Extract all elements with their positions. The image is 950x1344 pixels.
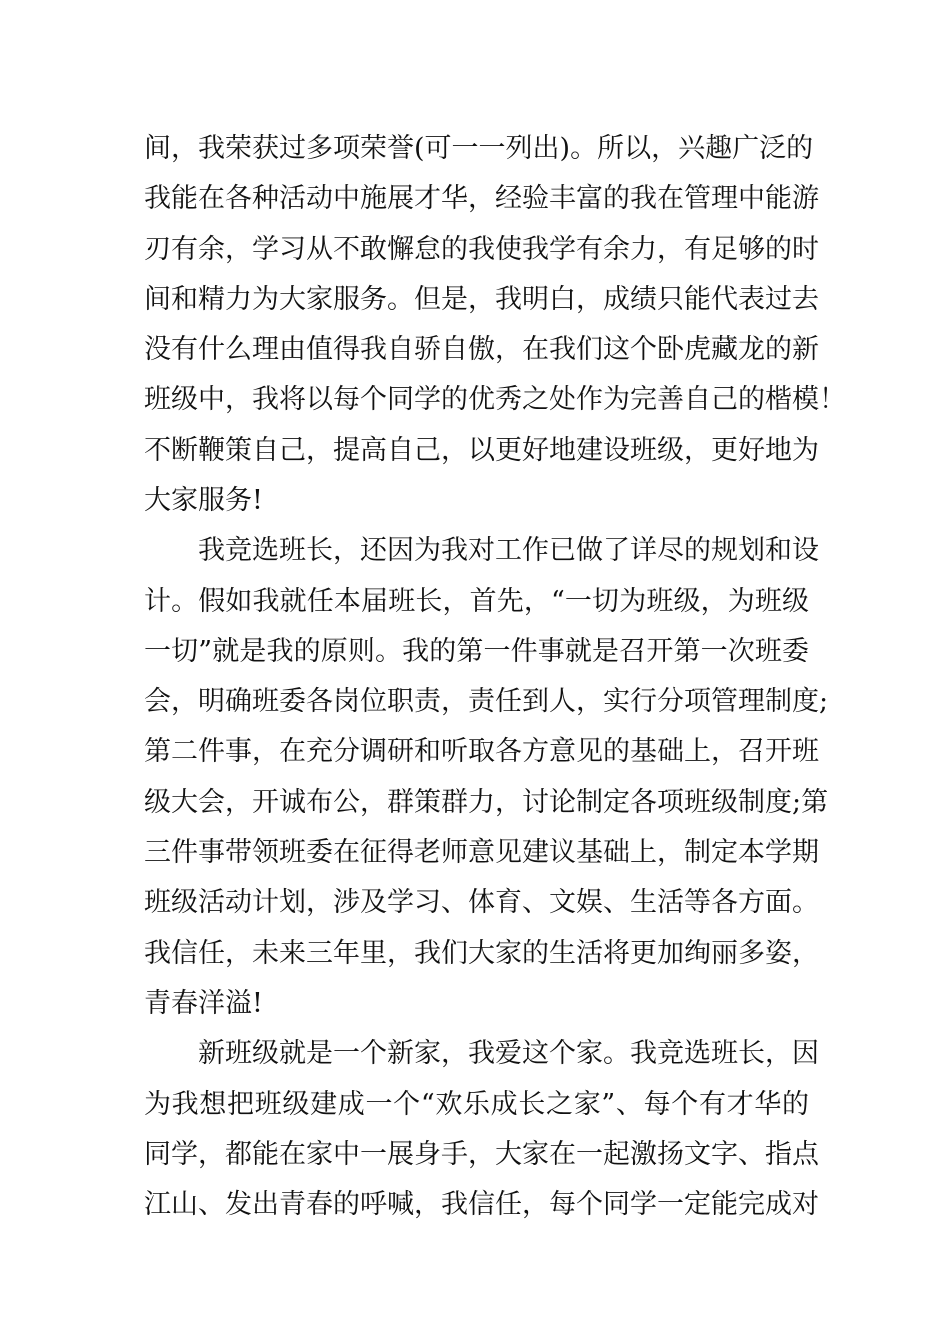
text-line: 班级中，我将以每个同学的优秀之处作为完善自己的楷模！ (144, 384, 846, 415)
text-line: 不断鞭策自己，提高自己，以更好地建设班级，更好地为 (144, 435, 819, 466)
text-line: 班级活动计划，涉及学习、体育、文娱、生活等各方面。 (144, 887, 819, 918)
text-line: 为我想把班级建成一个“欢乐成长之家”、每个有才华的 (144, 1089, 809, 1120)
text-line: 大家服务! (144, 485, 263, 516)
text-line: 三件事带领班委在征得老师意见建议基础上，制定本学期 (144, 837, 819, 868)
text-line: 级大会，开诚布公，群策群力，讨论制定各项班级制度;第 (144, 787, 829, 818)
text-line: 第二件事，在充分调研和听取各方意见的基础上，召开班 (144, 736, 819, 767)
text-line: 计。假如我就任本届班长，首先，“一切为班级，为班级 (144, 586, 809, 617)
text-line: 同学，都能在家中一展身手，大家在一起激扬文字、指点 (144, 1139, 819, 1170)
text-line: 会，明确班委各岗位职责，责任到人，实行分项管理制度; (144, 686, 829, 717)
text-line: 我能在各种活动中施展才华，经验丰富的我在管理中能游 (144, 183, 819, 214)
text-line: 新班级就是一个新家，我爱这个家。我竞选班长，因 (198, 1038, 819, 1069)
text-line: 我竞选班长，还因为我对工作已做了详尽的规划和设 (198, 535, 819, 566)
text-line: 一切”就是我的原则。我的第一件事就是召开第一次班委 (144, 636, 809, 667)
text-line: 没有什么理由值得我自骄自傲，在我们这个卧虎藏龙的新 (144, 334, 819, 365)
text-line: 间，我荣获过多项荣誉(可一一列出)。所以，兴趣广泛的 (144, 133, 814, 164)
text-line: 刃有余，学习从不敢懈怠的我使我学有余力，有足够的时 (144, 234, 819, 265)
text-line: 我信任，未来三年里，我们大家的生活将更加绚丽多姿， (144, 938, 819, 969)
text-line: 青春洋溢! (144, 988, 263, 1019)
text-line: 江山、发出青春的呼喊，我信任，每个同学一定能完成对 (144, 1189, 819, 1220)
text-line: 间和精力为大家服务。但是，我明白，成绩只能代表过去 (144, 284, 819, 315)
